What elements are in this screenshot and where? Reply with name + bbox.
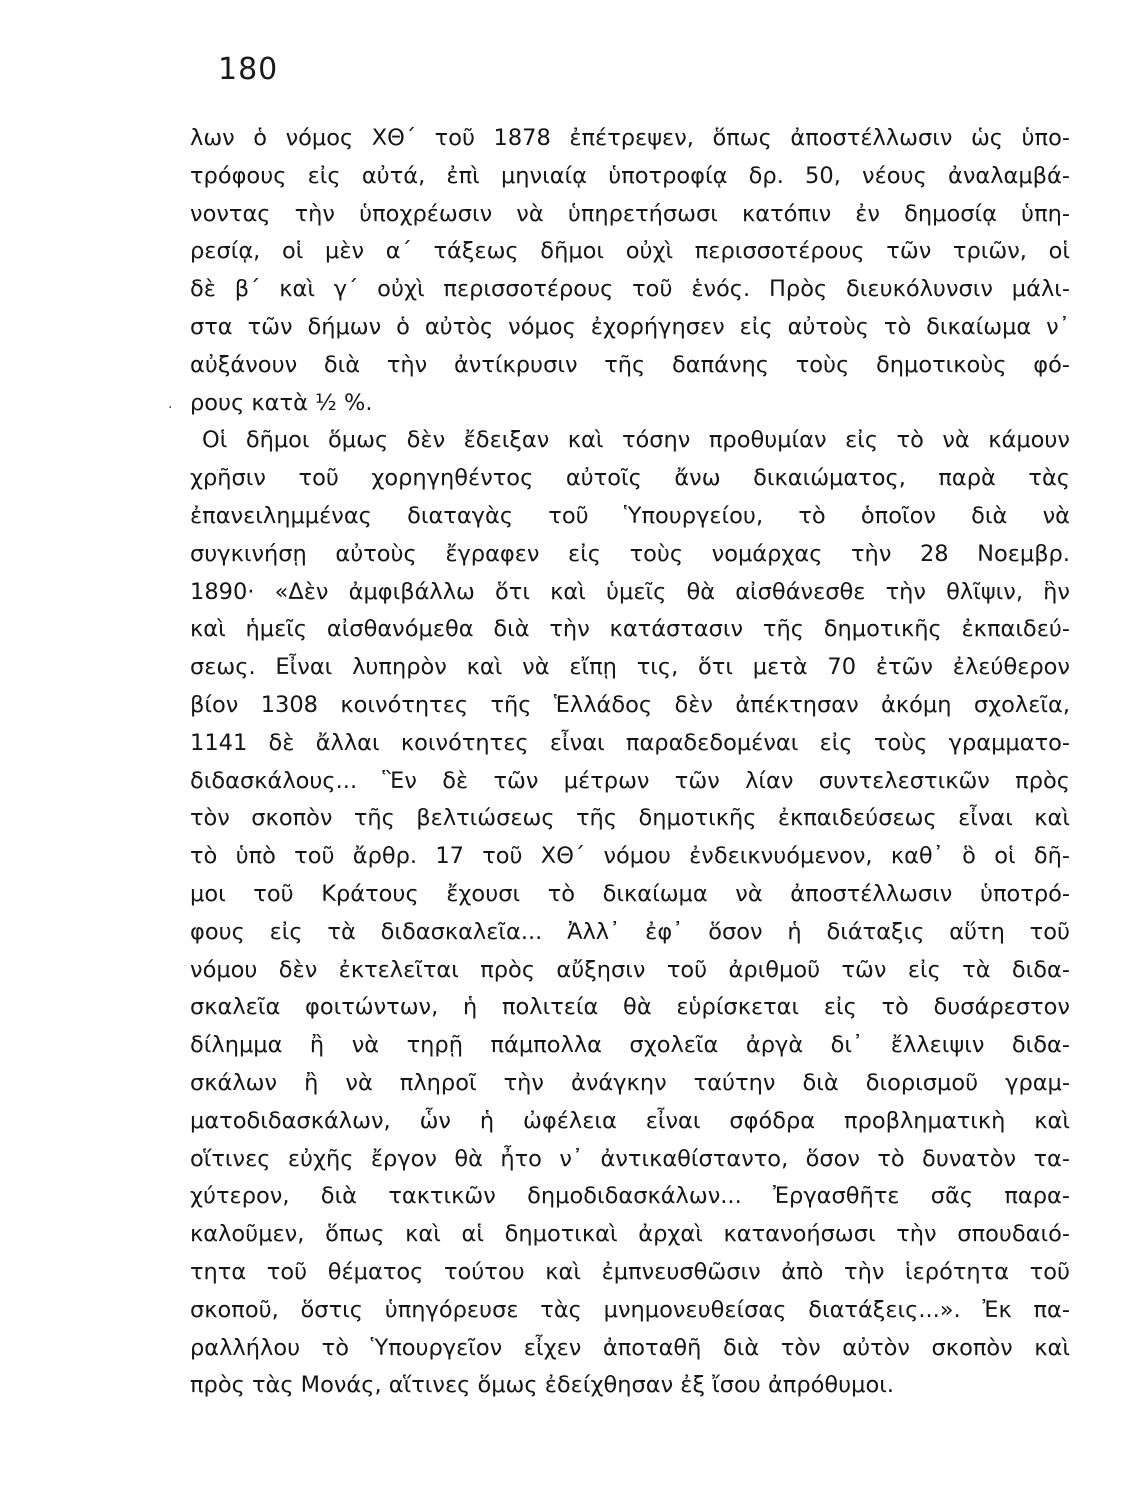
text-line: χρῆσιν τοῦ χορηγηθέντος αὐτοῖς ἄνω δικαιώματος, παρὰ τὰς xyxy=(190,465,1070,492)
text-line: συγκινήσῃ αὐτοὺς ἔγραφεν εἰς τοὺς νομάρχας τὴν 28 Νοεμβρ. xyxy=(190,540,1070,567)
text-line: ματοδιδασκάλων, ὧν ἡ ὠφέλεια εἶναι σφόδρα προβληματικὴ καὶ xyxy=(190,1107,1070,1134)
text-line: νοντας τὴν ὑποχρέωσιν νὰ ὑπηρετήσωσι κατόπιν ἐν δημοσίᾳ ὑπη- xyxy=(190,200,1070,227)
text-line: καλοῦμεν, ὅπως καὶ αἱ δημοτικαὶ ἀρχαὶ κατανοήσωσι τὴν σπουδαιό- xyxy=(190,1221,1070,1248)
text-line: ρεσίᾳ, οἱ μὲν α΄ τάξεως δῆμοι οὐχὶ περισσοτέρους τῶν τριῶν, οἱ xyxy=(190,238,1070,265)
text-line: δίλημμα ἢ νὰ τηρῇ πάμπολλα σχολεῖα ἀργὰ δι᾽ ἔλλειψιν διδα- xyxy=(190,1032,1070,1059)
body-text xyxy=(190,120,1070,1405)
text-line: στα τῶν δήμων ὁ αὐτὸς νόμος ἐχορήγησεν εἰς αὐτοὺς τὸ δικαίωμα ν᾽ xyxy=(190,313,1070,340)
text-line: σκάλων ἢ νὰ πληροῖ τὴν ἀνάγκην ταύτην διὰ διορισμοῦ γραμ- xyxy=(190,1069,1070,1096)
text-line: καὶ ἡμεῖς αἰσθανόμεθα διὰ τὴν κατάστασιν τῆς δημοτικῆς ἐκπαιδεύ- xyxy=(190,616,1070,643)
text-line: αὐξάνουν διὰ τὴν ἀντίκρυσιν τῆς δαπάνης τοὺς δημοτικοὺς φό- xyxy=(190,351,1070,378)
text-line: οἵτινες εὐχῆς ἔργον θὰ ἦτο ν᾽ ἀντικαθίσταντο, ὅσον τὸ δυνατὸν τα- xyxy=(190,1145,1070,1172)
text-line: σκαλεῖα φοιτώντων, ἡ πολιτεία θὰ εὑρίσκεται εἰς τὸ δυσάρεστον xyxy=(190,994,1070,1021)
text-line: χύτερον, διὰ τακτικῶν δημοδιδασκάλων... Ἐργασθῆτε σᾶς παρα- xyxy=(190,1183,1070,1210)
margin-mark: · xyxy=(168,400,173,416)
text-line: τὸν σκοπὸν τῆς βελτιώσεως τῆς δημοτικῆς ἐκπαιδεύσεως εἶναι καὶ xyxy=(190,805,1070,832)
page-number: 180 xyxy=(218,52,279,87)
text-line: τρόφους εἰς αὐτά, ἐπὶ μηνιαίᾳ ὑποτροφίᾳ δρ. 50, νέους ἀναλαμβά- xyxy=(190,162,1070,189)
paragraph-start-line: Οἱ δῆμοι ὅμως δὲν ἔδειξαν καὶ τόσην προθυμίαν εἰς τὸ νὰ κάμουν xyxy=(202,427,1070,454)
text-line: 1141 δὲ ἄλλαι κοινότητες εἶναι παραδεδομέναι εἰς τοὺς γραμματο- xyxy=(190,729,1070,756)
text-line: σκοποῦ, ὅστις ὑπηγόρευσε τὰς μνημονευθείσας διατάξεις...». Ἐκ πα- xyxy=(190,1296,1070,1323)
text-line: ἐπανειλημμένας διαταγὰς τοῦ Ὑπουργείου, τὸ ὁποῖον διὰ νὰ xyxy=(190,502,1070,529)
text-line: τὸ ὑπὸ τοῦ ἄρθρ. 17 τοῦ ΧΘ΄ νόμου ἐνδεικνυόμενον, καθ᾽ ὃ οἱ δῆ- xyxy=(190,843,1070,870)
text-line: δὲ β΄ καὶ γ΄ οὐχὶ περισσοτέρους τοῦ ἑνός. Πρὸς διευκόλυνσιν μάλι- xyxy=(190,276,1070,303)
text-line: ραλλήλου τὸ Ὑπουργεῖον εἶχεν ἀποταθῆ διὰ τὸν αὐτὸν σκοπὸν καὶ xyxy=(190,1334,1070,1361)
text-line: νόμου δὲν ἐκτελεῖται πρὸς αὔξησιν τοῦ ἀριθμοῦ τῶν εἰς τὰ διδα- xyxy=(190,956,1070,983)
text-line: σεως. Εἶναι λυπηρὸν καὶ νὰ εἴπῃ τις, ὅτι μετὰ 70 ἐτῶν ἐλεύθερον xyxy=(190,654,1070,681)
text-line: 1890· «Δὲν ἀμφιβάλλω ὅτι καὶ ὑμεῖς θὰ αἰσθάνεσθε τὴν θλῖψιν, ἣν xyxy=(190,578,1070,605)
paragraph-end-line: πρὸς τὰς Μονάς, αἵτινες ὅμως ἐδείχθησαν ἐξ ἴσου ἀπρόθυμοι. xyxy=(190,1372,895,1399)
text-line: τητα τοῦ θέματος τούτου καὶ ἐμπνευσθῶσιν ἀπὸ τὴν ἱερότητα τοῦ xyxy=(190,1258,1070,1285)
paragraph-end-line: ρους κατὰ ½ %. xyxy=(190,389,373,416)
text-line: φους εἰς τὰ διδασκαλεῖα... Ἀλλ᾽ ἐφ᾽ ὅσον ἡ διάταξις αὕτη τοῦ xyxy=(190,918,1070,945)
text-line: λων ὁ νόμος ΧΘ΄ τοῦ 1878 ἐπέτρεψεν, ὅπως ἀποστέλλωσιν ὡς ὑπο- xyxy=(190,125,1070,151)
text-line: βίον 1308 κοινότητες τῆς Ἑλλάδος δὲν ἀπέκτησαν ἀκόμη σχολεῖα, xyxy=(190,691,1070,718)
text-line: μοι τοῦ Κράτους ἔχουσι τὸ δικαίωμα νὰ ἀποστέλλωσιν ὑποτρό- xyxy=(190,880,1070,907)
text-line: διδασκάλους... Ἓν δὲ τῶν μέτρων τῶν λίαν συντελεστικῶν πρὸς xyxy=(190,767,1070,794)
